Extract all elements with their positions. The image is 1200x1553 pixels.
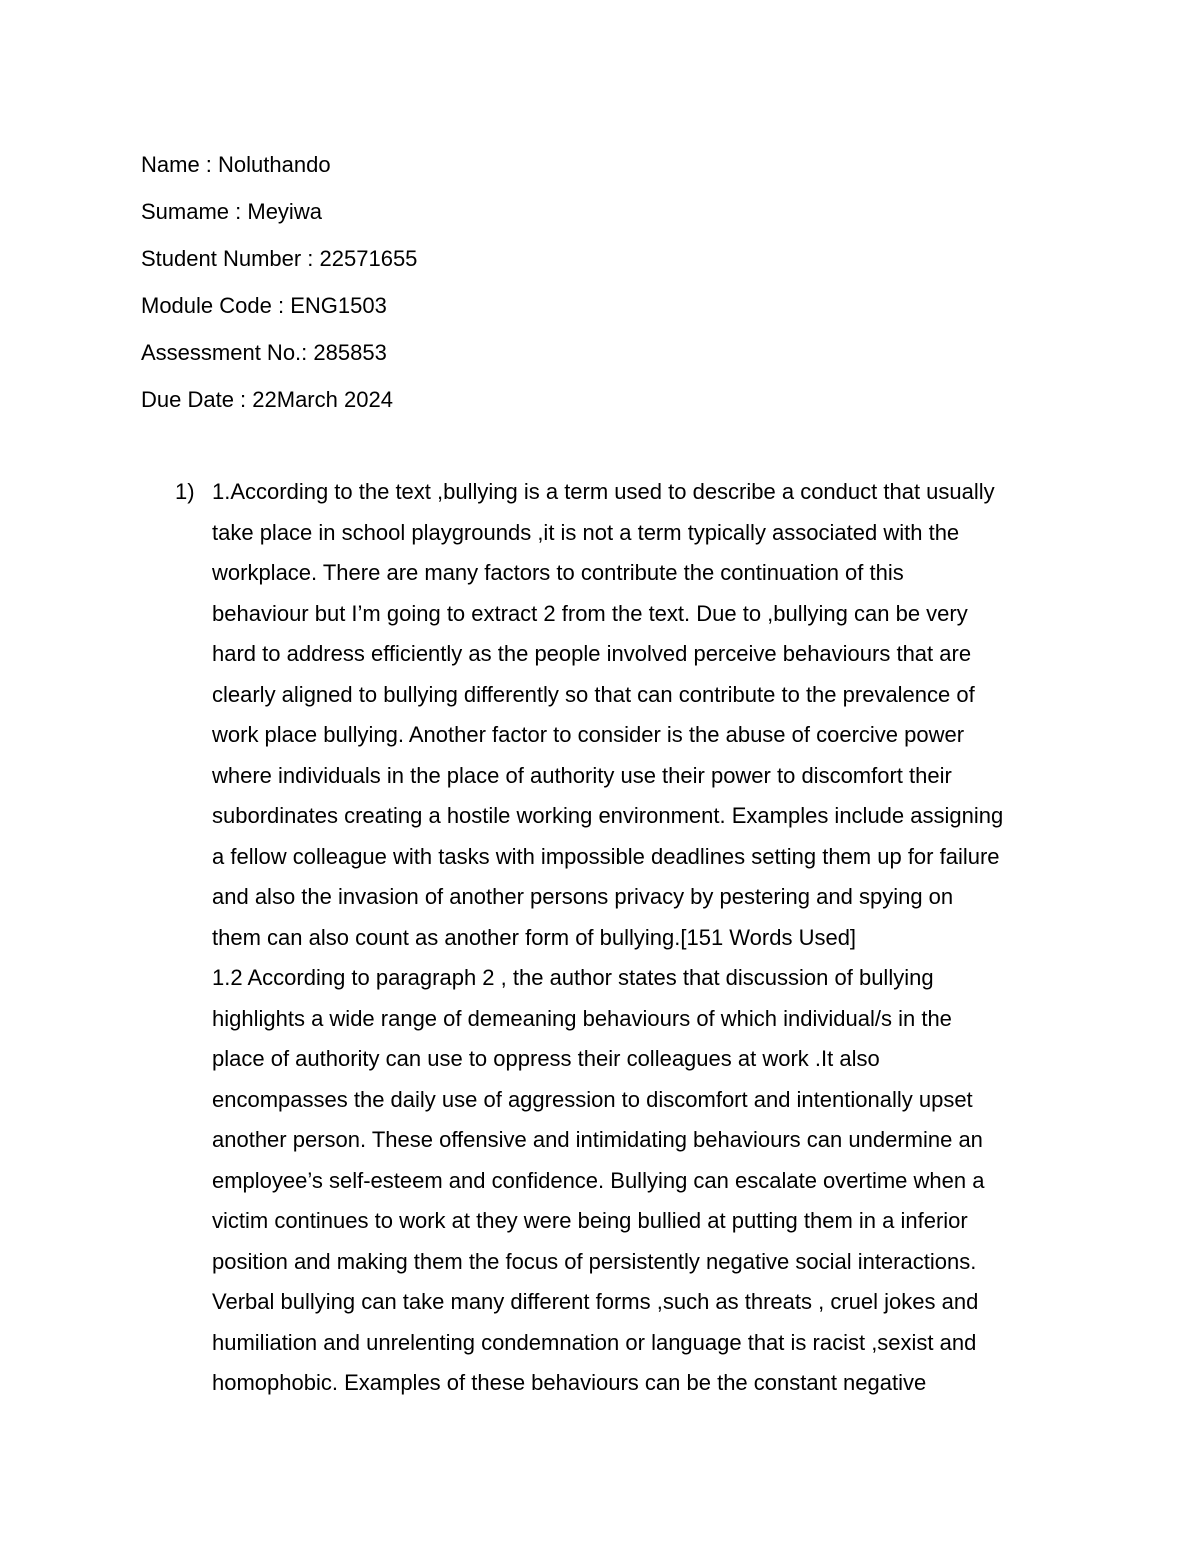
text-line: take place in school playgrounds ,it is not a term typically associated with the (212, 519, 960, 545)
module-code-line: Module Code : ENG1503 (141, 293, 387, 318)
answer-section (175, 472, 1065, 1404)
text-line: 1.According to the text ,bullying is a term used to describe a conduct that usually (212, 479, 995, 504)
text-line: subordinates creating a hostile working environment. Examples include assigning (212, 803, 1004, 828)
assessment-number-line: Assessment No.: 285853 (141, 340, 387, 365)
text-line: work place bullying. Another factor to consider is the abuse of coercive power (212, 722, 965, 747)
list-number-marker: 1) (175, 479, 195, 504)
text-line: hard to address efficiently as the people involved perceive behaviours that are (212, 641, 972, 666)
text-line: employee’s self-esteem and confidence. Bullying can escalate overtime when a (212, 1167, 985, 1193)
text-line: highlights a wide range of demeaning behaviours of which individual/s in the (212, 1005, 952, 1031)
text-line: encompasses the daily use of aggression to discomfort and intentionally upset (212, 1086, 973, 1112)
text-line: them can also count as another form of bullying.[151 Words Used] (212, 924, 857, 950)
answer-paragraph (212, 472, 1065, 1404)
text-line: place of authority can use to oppress their colleagues at work .It also (212, 1046, 880, 1071)
text-line: clearly aligned to bullying differently so that can contribute to the prevalence of (212, 681, 975, 707)
text-line: position and making them the focus of persistently negative social interactions. (212, 1248, 977, 1274)
text-line: another person. These offensive and intimidating behaviours can undermine an (212, 1127, 983, 1152)
due-date-line: Due Date : 22March 2024 (141, 387, 393, 412)
text-line: workplace. There are many factors to contribute the continuation of this (212, 560, 904, 585)
text-line: victim continues to work at they were being bullied at putting them in a inferior (212, 1208, 968, 1233)
text-line: Verbal bullying can take many different forms ,such as threats , cruel jokes and (212, 1289, 979, 1314)
surname-line: Sumame : Meyiwa (141, 199, 322, 224)
name-line: Name : Noluthando (141, 152, 331, 177)
text-line: humiliation and unrelenting condemnation or language that is racist ,sexist and (212, 1329, 977, 1355)
text-line: homophobic. Examples of these behaviours can be the constant negative (212, 1370, 927, 1395)
text-line: a fellow colleague with tasks with impossible deadlines setting them up for failure (212, 843, 1000, 869)
text-line: behaviour but I’m going to extract 2 from the text. Due to ,bullying can be very (212, 600, 968, 626)
student-details (141, 141, 1041, 423)
student-number-line: Student Number : 22571655 (141, 246, 418, 271)
text-line: where individuals in the place of authority use their power to discomfort their (212, 762, 952, 788)
text-line: and also the invasion of another persons privacy by pestering and spying on (212, 884, 954, 909)
text-line: 1.2 According to paragraph 2 , the author states that discussion of bullying (212, 965, 934, 990)
